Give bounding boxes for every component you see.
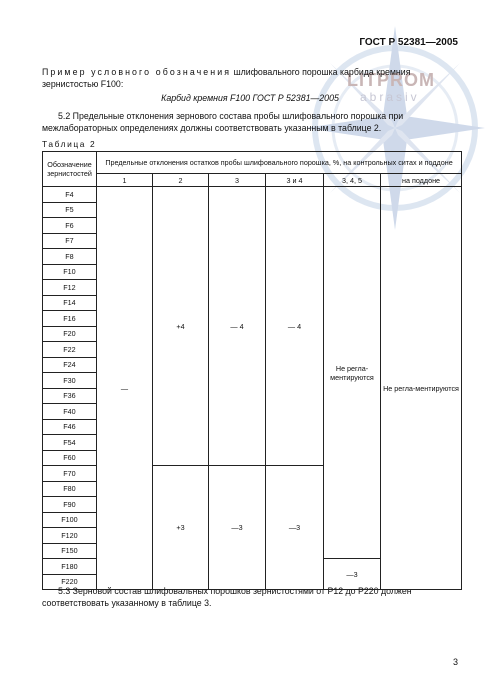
grit-cell: F120 <box>43 528 97 544</box>
grit-cell: F4 <box>43 187 97 203</box>
grit-cell: F30 <box>43 373 97 389</box>
grit-cell: F90 <box>43 497 97 513</box>
subheader-1: 1 <box>97 174 153 187</box>
grit-cell: F20 <box>43 326 97 342</box>
grit-cell: F7 <box>43 233 97 249</box>
group-b-col34: —3 <box>266 466 324 590</box>
table-row <box>43 187 462 203</box>
group-b-col3: —3 <box>209 466 266 590</box>
subheader-3: 3 <box>209 174 266 187</box>
clause-5-2: 5.2 Предельные отклонения зернового состава пробы шлифовального порошка при межлабораторных определениях должны соответствовать указанным в таблице 2. <box>42 111 404 133</box>
col-header-grit: Обозначение зернистостей <box>43 152 97 187</box>
grit-cell: F80 <box>43 481 97 497</box>
pan-not-regulated: Не регла-ментируются <box>381 187 462 590</box>
page-number: 3 <box>452 657 458 667</box>
example-paragraph <box>42 66 460 90</box>
grit-cell: F60 <box>43 450 97 466</box>
subheader-3-4: 3 и 4 <box>266 174 324 187</box>
subheader-2: 2 <box>153 174 209 187</box>
grit-cell: F150 <box>43 543 97 559</box>
col1-value: — <box>97 187 153 590</box>
grit-cell: F8 <box>43 249 97 265</box>
grit-cell: F6 <box>43 218 97 234</box>
col345-f180: —3 <box>324 559 381 590</box>
grit-cell: F14 <box>43 295 97 311</box>
example-label: Пример условного обозначения <box>42 67 232 77</box>
deviation-table <box>42 151 462 590</box>
watermark-brand: LITPROM <box>347 70 435 90</box>
grit-cell: F36 <box>43 388 97 404</box>
watermark-subbrand: abrasiv <box>360 90 420 104</box>
table-body <box>43 152 462 590</box>
grit-cell: F220 <box>43 574 97 590</box>
grit-cell: F70 <box>43 466 97 482</box>
grit-cell: F5 <box>43 202 97 218</box>
grit-cell: F24 <box>43 357 97 373</box>
designation-example: Карбид кремния F100 ГОСТ Р 52381—2005 <box>161 93 339 103</box>
grit-cell: F10 <box>43 264 97 280</box>
grit-cell: F46 <box>43 419 97 435</box>
col345-not-regulated: Не регла-ментируются <box>324 187 381 559</box>
grit-cell: F40 <box>43 404 97 420</box>
group-a-col34: — 4 <box>266 187 324 466</box>
col-header-group: Предельные отклонения остатков пробы шлифовального порошка, %, на контрольных ситах и поддоне <box>97 152 462 174</box>
subheader-3-4-5: 3, 4, 5 <box>324 174 381 187</box>
subheader-pan: на поддоне <box>381 174 462 187</box>
grit-cell: F22 <box>43 342 97 358</box>
standard-header: ГОСТ Р 52381—2005 <box>359 37 458 48</box>
group-a-col3: — 4 <box>209 187 266 466</box>
grit-cell: F54 <box>43 435 97 451</box>
group-b-col2: +3 <box>153 466 209 590</box>
example-text: шлифовального порошка карбида кремния зернистостью F100: <box>42 67 411 89</box>
grit-cell: F12 <box>43 280 97 296</box>
grit-cell: F100 <box>43 512 97 528</box>
grit-cell: F180 <box>43 559 97 575</box>
grit-cell: F16 <box>43 311 97 327</box>
group-a-col2: +4 <box>153 187 209 466</box>
table-caption: Таблица 2 <box>42 139 97 149</box>
clause-5-3: 5.3 Зерновой состав шлифовальных порошков зернистостями от Р12 до Р220 должен соответствовать указанному в таблице 3. <box>42 586 412 608</box>
